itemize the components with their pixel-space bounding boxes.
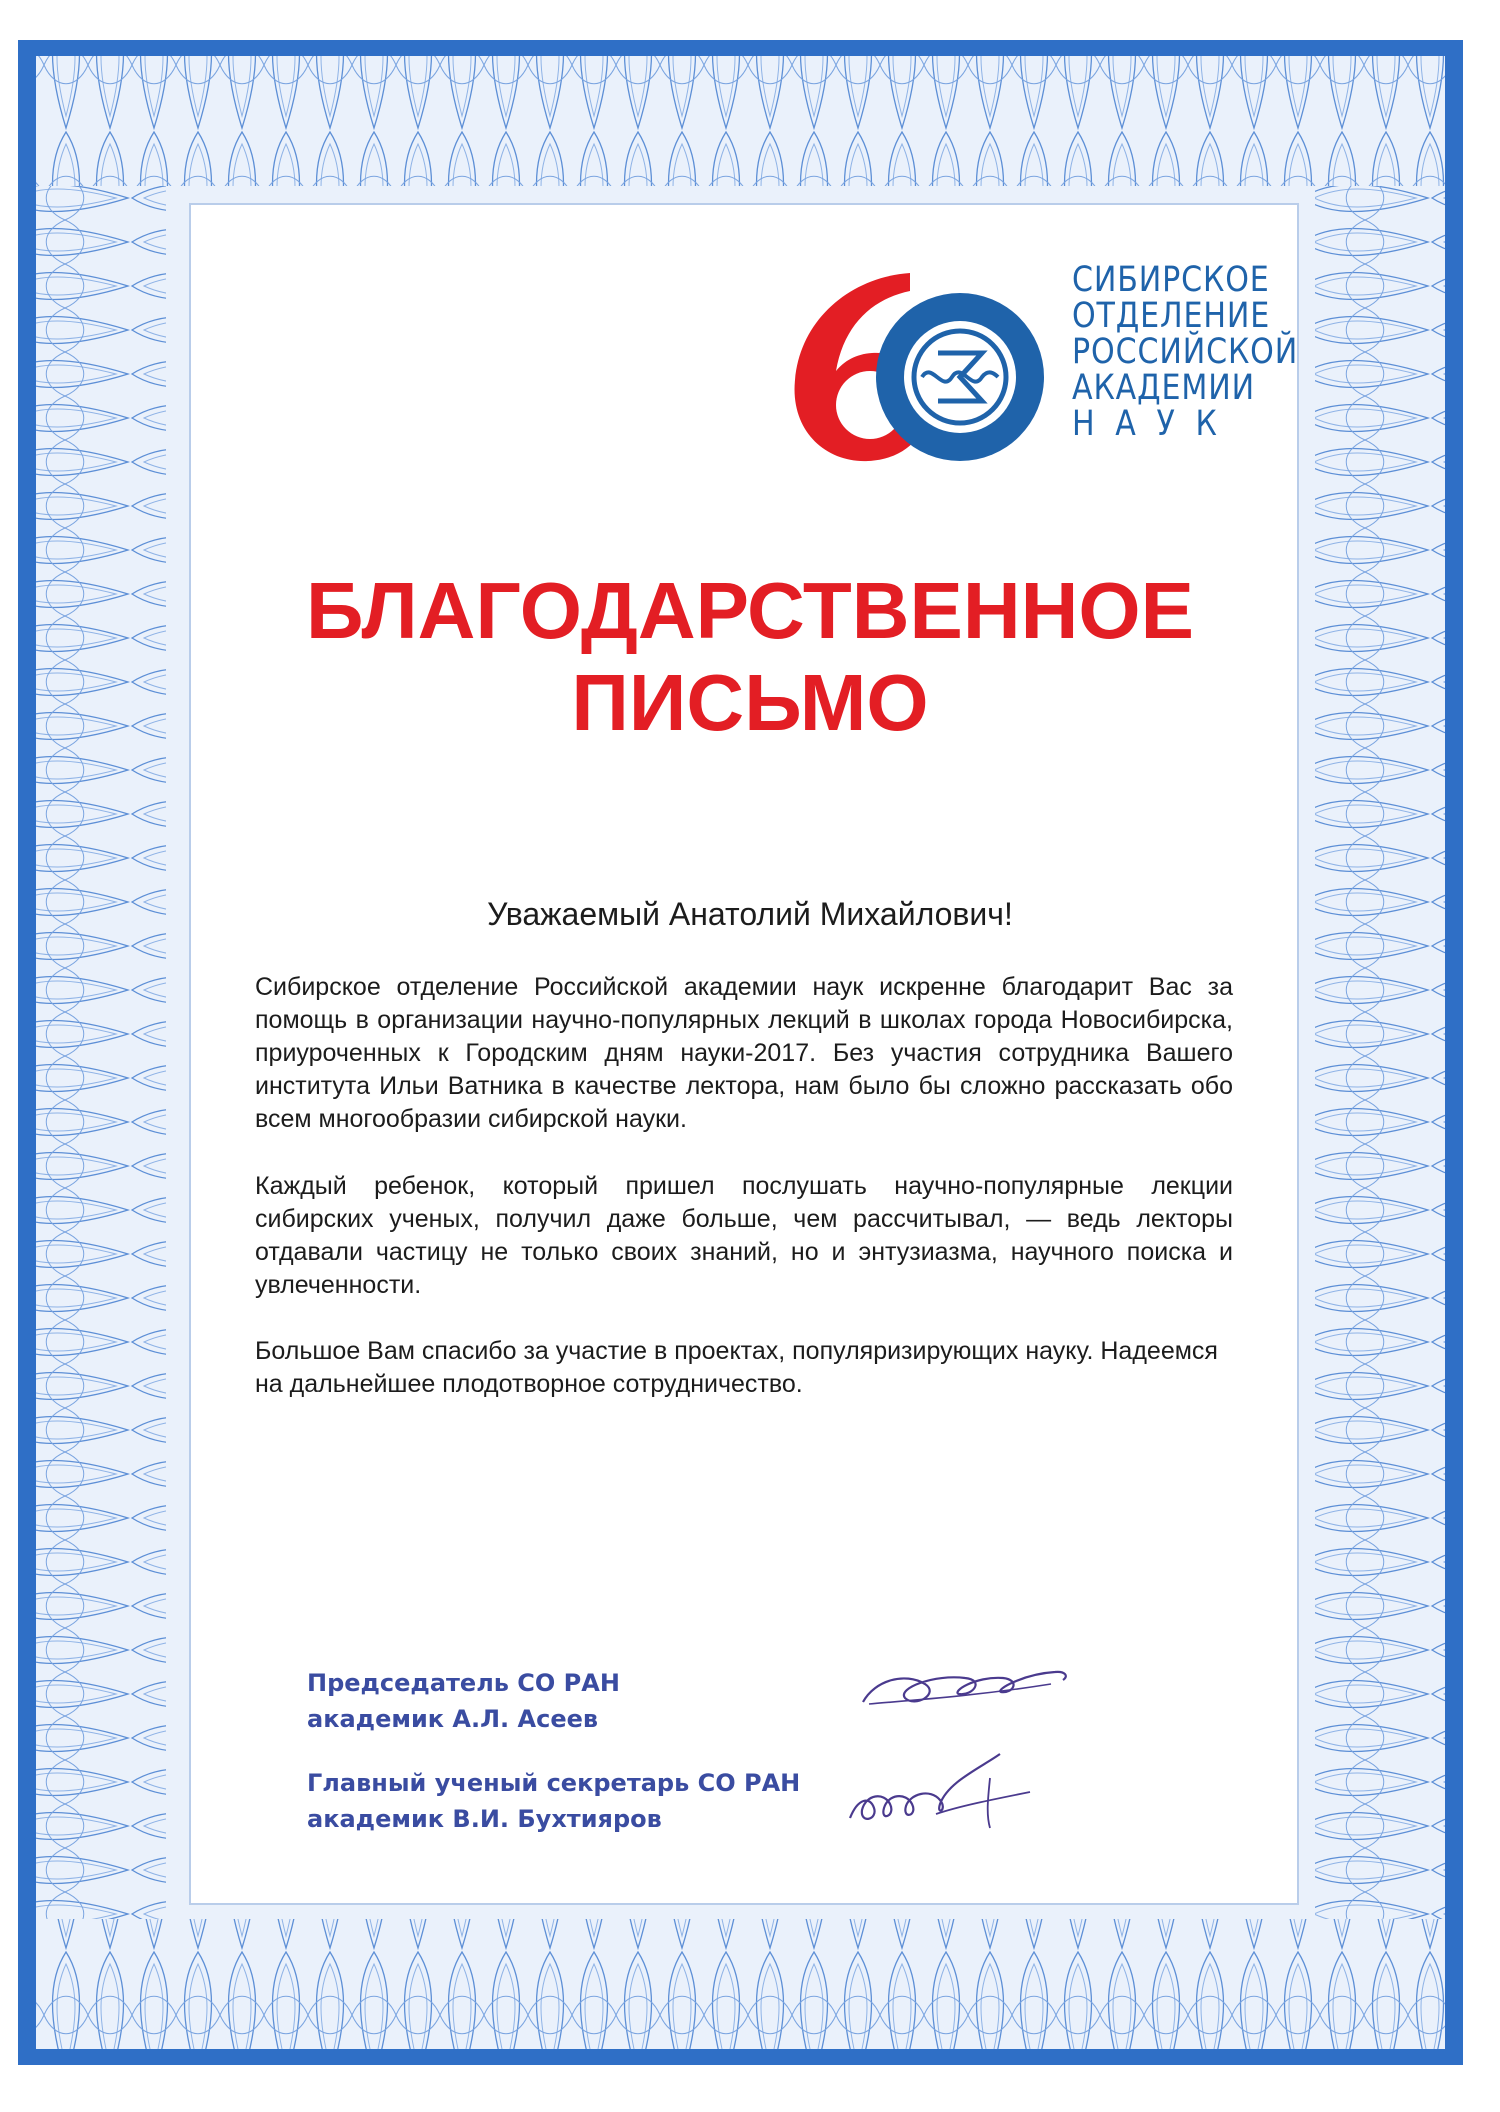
signatory-position: Председатель СО РАН	[307, 1669, 620, 1697]
title-line-2: ПИСЬМО	[571, 658, 929, 747]
signatory-position: Главный ученый секретарь СО РАН	[307, 1769, 801, 1797]
signatory-block	[307, 1665, 620, 1737]
signature-icon	[855, 1650, 1075, 1720]
org-name-line: НАУК	[1072, 404, 1238, 444]
org-name-line: ОТДЕЛЕНИЕ	[1072, 296, 1271, 336]
salutation: Уважаемый Анатолий Михайлович!	[487, 896, 1013, 932]
org-name-line: РОССИЙСКОЙ	[1072, 332, 1299, 372]
sixty-emblem-icon	[760, 265, 1050, 475]
signatory-block	[307, 1765, 800, 1837]
body-paragraph: Каждый ребенок, который пришел послушать научно-популярные лекции сибирских ученых, получил даже больше, чем рассчитывал, — ведь лекторы отдавали частицу не только своих знаний, но и энтузиазма, научного поиска и увлеченности.	[255, 1172, 1233, 1299]
signatory-name: академик В.И. Бухтияров	[307, 1805, 662, 1833]
org-name-line: АКАДЕМИИ	[1072, 368, 1255, 408]
body-paragraph: Большое Вам спасибо за участие в проектах, популяризирующих науку. Надеемся на дальнейшее плодотворное сотрудничество.	[255, 1337, 1218, 1398]
org-name	[1072, 260, 1299, 444]
document-title	[200, 565, 1300, 749]
signatory-name: академик А.Л. Асеев	[307, 1705, 599, 1733]
title-line-1: БЛАГОДАРСТВЕННОЕ	[306, 566, 1194, 655]
signature-icon	[840, 1748, 1040, 1838]
body-paragraph: Сибирское отделение Российской академии наук искренне благодарит Вас за помощь в организации научно-популярных лекций в школах города Новосибирска, приуроченных к Городским дням науки-2017. Без участия сотрудника Вашего института Ильи Ватника в качестве лектора, нам было бы сложно рассказать обо всем многообразии сибирской науки.	[255, 973, 1233, 1133]
org-name-line: СИБИРСКОЕ	[1072, 260, 1270, 300]
